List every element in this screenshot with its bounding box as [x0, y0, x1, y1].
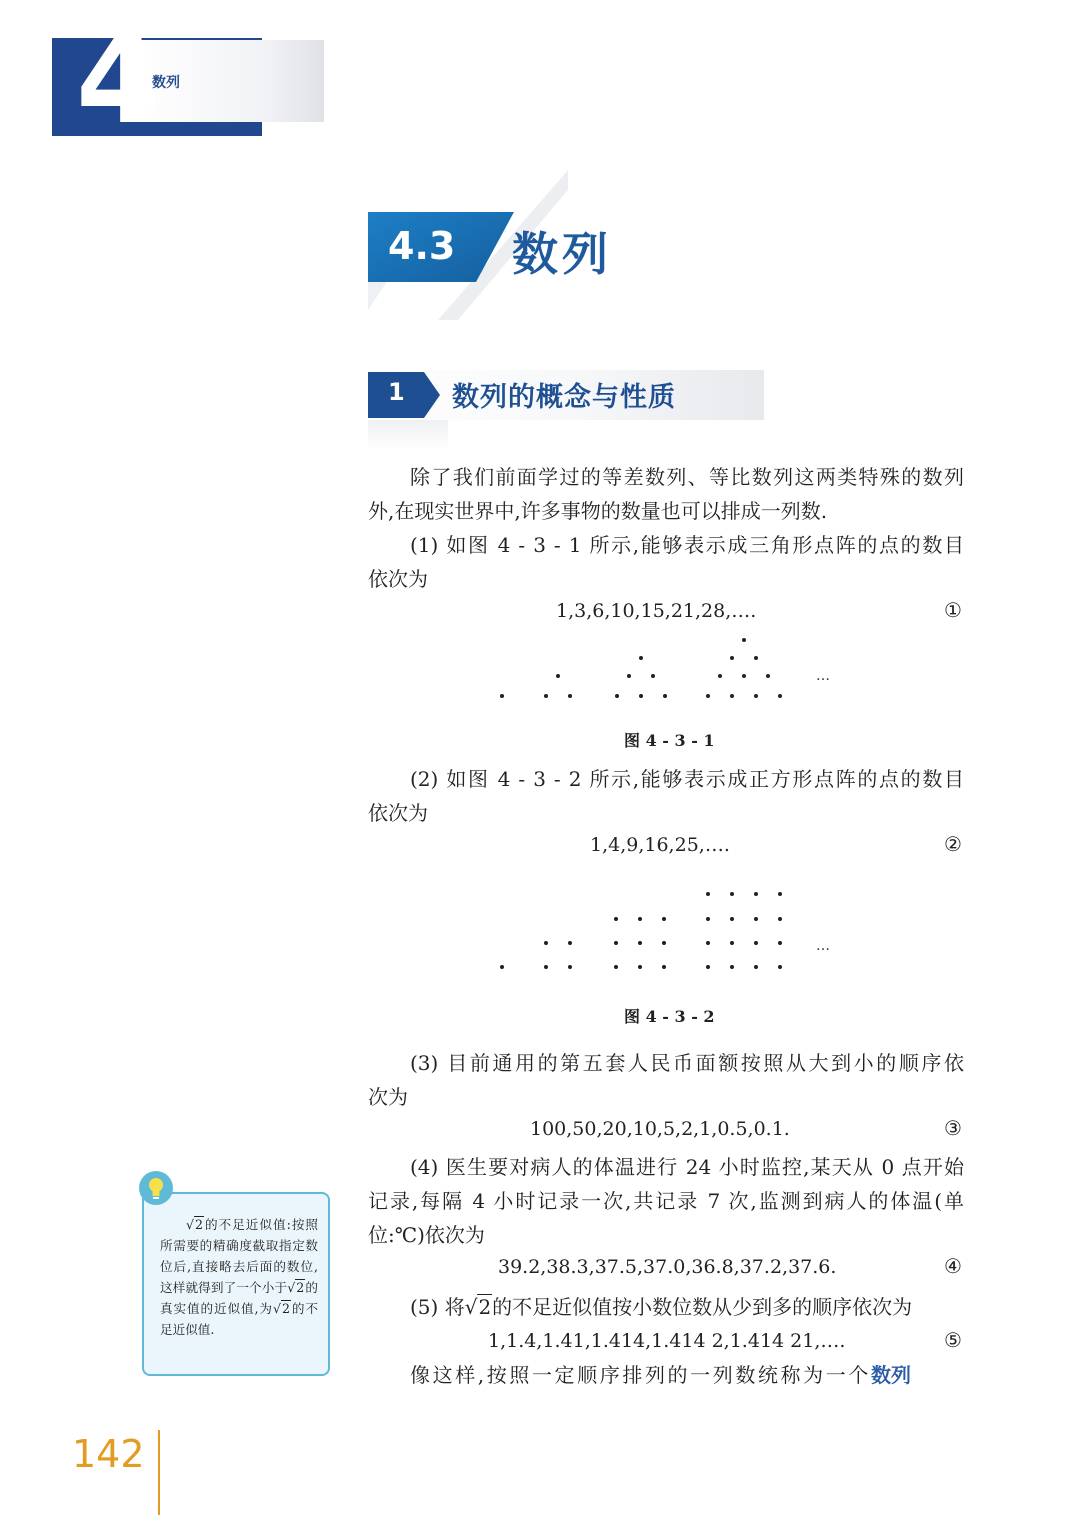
figure-triangular-dots [480, 630, 860, 710]
figure-square-dots [480, 880, 860, 980]
item4-line-1: (4) 医生要对病人的体温进行 24 小时监控,某天从 0 点开始 [410, 1155, 964, 1179]
dot [706, 892, 710, 896]
dot [778, 917, 782, 921]
dot [754, 941, 758, 945]
item2-line-2: 依次为 [368, 801, 428, 825]
lightbulb-icon [138, 1170, 174, 1206]
item5-suffix: 的不足近似值按小数位数从少到多的顺序依次为 [492, 1295, 913, 1319]
note-sqrt-2-c: √2 [272, 1301, 290, 1316]
dot [568, 965, 572, 969]
item4-line-3: 位:℃)依次为 [368, 1223, 485, 1247]
dot [662, 965, 666, 969]
note-sqrt-2-b: √2 [287, 1280, 305, 1295]
item5-line-1 [410, 1290, 912, 1324]
subsection-header-shadow [368, 420, 448, 450]
dot [778, 892, 782, 896]
sequence-3: 100,50,20,10,5,2,1,0.5,0.1. [530, 1118, 790, 1140]
dot [568, 694, 572, 698]
dot [778, 694, 782, 698]
dot [706, 941, 710, 945]
note-p4: 的不足近似值. [160, 1301, 318, 1337]
chapter-number: 4 [76, 12, 160, 151]
figure-2-caption: 图 4 - 3 - 2 [624, 1007, 715, 1026]
dot [730, 694, 734, 698]
figure-1-caption: 图 4 - 3 - 1 [624, 731, 715, 750]
dot [742, 674, 746, 678]
dot [718, 674, 722, 678]
chapter-title: 数列 [152, 75, 180, 91]
dot [742, 638, 746, 642]
equation-mark-4: ④ [944, 1254, 962, 1278]
note-sqrt-2-a: √2 [186, 1217, 204, 1232]
dot [500, 694, 504, 698]
sequence-4: 39.2,38.3,37.5,37.0,36.8,37.2,37.6. [498, 1256, 837, 1278]
dot [614, 965, 618, 969]
equation-mark-2: ② [944, 832, 962, 856]
dot [556, 674, 560, 678]
dot [778, 941, 782, 945]
dot [778, 965, 782, 969]
sequence-1: 1,3,6,10,15,21,28,…. [556, 600, 757, 622]
dot [638, 941, 642, 945]
item3-line-2: 次为 [368, 1085, 408, 1109]
section-title: 数列 [512, 227, 612, 281]
dot [615, 694, 619, 698]
dot [754, 892, 758, 896]
item1-line-1: (1) 如图 4 - 3 - 1 所示,能够表示成三角形点阵的点的数目 [410, 533, 964, 557]
intro-line-2: 外,在现实世界中,许多事物的数量也可以排成一列数. [368, 499, 828, 523]
definition-text: 像这样,按照一定顺序排列的一列数统称为一个 [410, 1363, 871, 1387]
equation-mark-1: ① [944, 598, 962, 622]
dot [651, 674, 655, 678]
sequence-2: 1,4,9,16,25,…. [590, 834, 730, 856]
section-number: 4.3 [388, 224, 456, 268]
dot [730, 965, 734, 969]
term-sequence: 数列 [870, 1363, 911, 1387]
subsection-title: 数列的概念与性质 [452, 382, 676, 413]
dot [730, 656, 734, 660]
equation-mark-5: ⑤ [944, 1328, 962, 1352]
figure-2-ellipsis: … [816, 938, 831, 954]
dot [638, 965, 642, 969]
dot [614, 917, 618, 921]
dot [638, 917, 642, 921]
dot [544, 694, 548, 698]
page-number-rule [158, 1430, 160, 1515]
dot [544, 965, 548, 969]
dot [639, 656, 643, 660]
note-p3: 的真实值的近似值,为 [160, 1280, 319, 1316]
definition-line [410, 1358, 964, 1392]
dot [754, 965, 758, 969]
sqrt-2-expression: √2 [464, 1295, 492, 1319]
note-text [160, 1214, 318, 1340]
dot [754, 694, 758, 698]
dot [706, 917, 710, 921]
dot [706, 965, 710, 969]
figure-1-ellipsis: … [816, 668, 831, 684]
radicand: 2 [478, 1295, 492, 1319]
page-number: 142 [72, 1432, 145, 1476]
note-p2: 按照所需要的精确度截取指定数位后,直接略去后面的数位,这样就得到了一个小于 [160, 1217, 319, 1295]
dot [754, 917, 758, 921]
item1-line-2: 依次为 [368, 567, 428, 591]
dot [544, 941, 548, 945]
dot [706, 694, 710, 698]
dot [662, 941, 666, 945]
dot [766, 674, 770, 678]
dot [627, 674, 631, 678]
dot [568, 941, 572, 945]
item5-prefix: (5) 将 [410, 1295, 465, 1319]
dot [730, 892, 734, 896]
intro-line-1: 除了我们前面学过的等差数列、等比数列这两类特殊的数列 [410, 465, 964, 489]
item4-line-2: 记录,每隔 4 小时记录一次,共记录 7 次,监测到病人的体温(单 [368, 1189, 964, 1213]
item2-line-1: (2) 如图 4 - 3 - 2 所示,能够表示成正方形点阵的点的数目 [410, 767, 964, 791]
sequence-5: 1,1.4,1.41,1.414,1.414 2,1.414 21,…. [488, 1330, 846, 1352]
dot [730, 941, 734, 945]
dot [639, 694, 643, 698]
note-p1: 的不足近似值: [204, 1217, 291, 1232]
subsection-number: 1 [388, 378, 405, 406]
dot [614, 941, 618, 945]
dot [754, 656, 758, 660]
dot [662, 917, 666, 921]
equation-mark-3: ③ [944, 1116, 962, 1140]
dot [663, 694, 667, 698]
dot [500, 965, 504, 969]
item3-line-1: (3) 目前通用的第五套人民币面额按照从大到小的顺序依 [410, 1051, 964, 1075]
dot [730, 917, 734, 921]
